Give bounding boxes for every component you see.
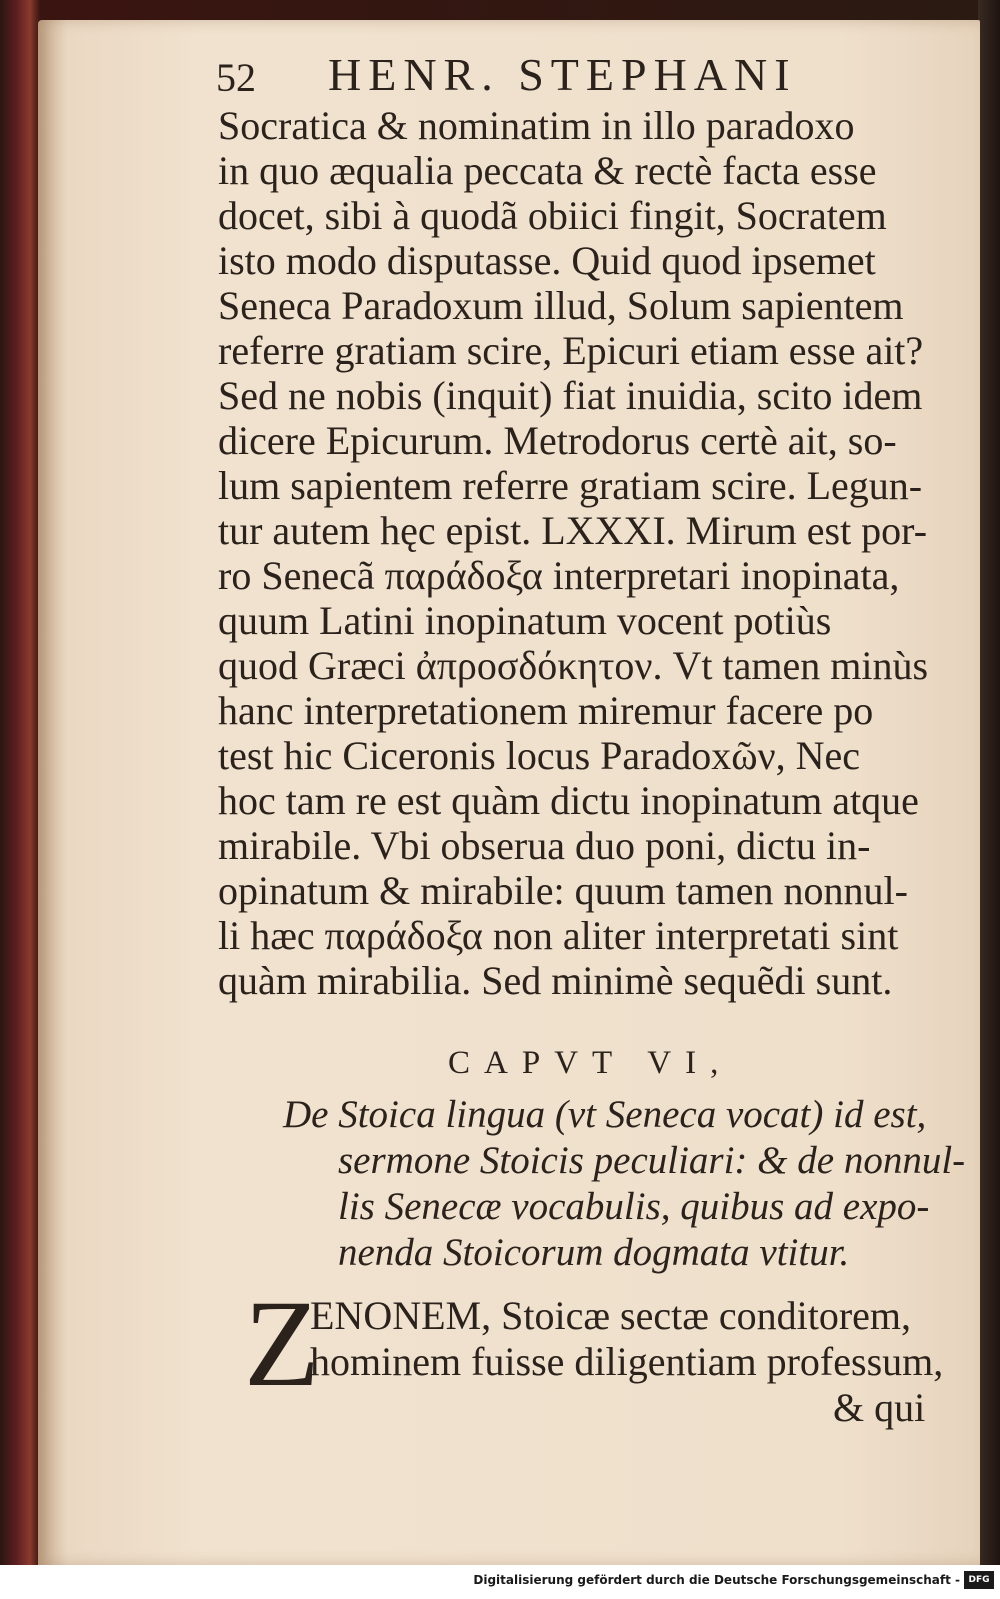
text-line: referre gratiam scire, Epicuri etiam esse ait? (218, 328, 924, 373)
text-line: tur autem hęc epist. LXXXI. Mirum est por- (218, 508, 928, 553)
text-line: Socratica & nominatim in illo paradoxo (218, 103, 855, 148)
text-line: isto modo disputasse. Quid quod ipsemet (218, 238, 876, 283)
text-line: in quo æqualia peccata & rectè facta esse (218, 148, 877, 193)
dfg-logo: DFG (964, 1571, 994, 1589)
text-line: ENONEM, Stoicæ sectæ conditorem, (310, 1293, 912, 1338)
running-head: HENR. STEPHANI (328, 49, 797, 100)
footer-credit: Digitalisierung gefördert durch die Deutsche Forschungsgemeinschaft - (473, 1573, 960, 1587)
subtitle-line: sermone Stoicis peculiari: & de nonnul- (338, 1139, 966, 1182)
text-line: Sed ne nobis (inquit) fiat inuidia, scito idem (218, 373, 923, 418)
text-line: opinatum & mirabile: quum tamen nonnul- (218, 868, 908, 913)
subtitle-line: De Stoica lingua (vt Seneca vocat) id est, (283, 1093, 927, 1136)
drop-cap-initial: Z (244, 1275, 320, 1412)
text-line: li hæc παράδοξα non aliter interpretati sint (218, 913, 899, 958)
text-line: hominem fuisse diligentiam professum, (310, 1339, 944, 1384)
text-line: Seneca Paradoxum illud, Solum sapientem (218, 283, 904, 328)
text-line: dicere Epicurum. Metrodorus certè ait, so- (218, 418, 897, 463)
text-line: quod Græci ἀπροσδόκητον. Vt tamen minùs (218, 643, 929, 688)
text-line: hanc interpretationem miremur facere po (218, 688, 874, 733)
text-line: quum Latini inopinatum vocent potiùs (218, 598, 832, 643)
subtitle-line: nenda Stoicorum dogmata vtitur. (338, 1231, 850, 1274)
text-line: docet, sibi à quodã obiici fingit, Socratem (218, 193, 887, 238)
text-line: lum sapientem referre gratiam scire. Legun- (218, 463, 923, 508)
catchword: & qui (833, 1385, 926, 1430)
text-line: quàm mirabilia. Sed minimè sequẽdi sunt. (218, 958, 893, 1003)
text-line: hoc tam re est quàm dictu inopinatum atque (218, 778, 919, 823)
book-cover-edge (978, 0, 1000, 1565)
page-number: 52 (216, 55, 256, 100)
chapter-title: CAPVT VI, (448, 1045, 733, 1081)
text-line: test hic Ciceronis locus Paradoxῶν, Nec (218, 733, 861, 778)
subtitle-line: lis Senecæ vocabulis, quibus ad expo- (338, 1185, 930, 1228)
text-line: mirabile. Vbi obserua duo poni, dictu in- (218, 823, 871, 868)
digitization-footer (0, 1565, 1000, 1599)
book-page (38, 20, 980, 1565)
text-line: ro Senecã παράδοξα interpretari inopinata, (218, 553, 900, 598)
